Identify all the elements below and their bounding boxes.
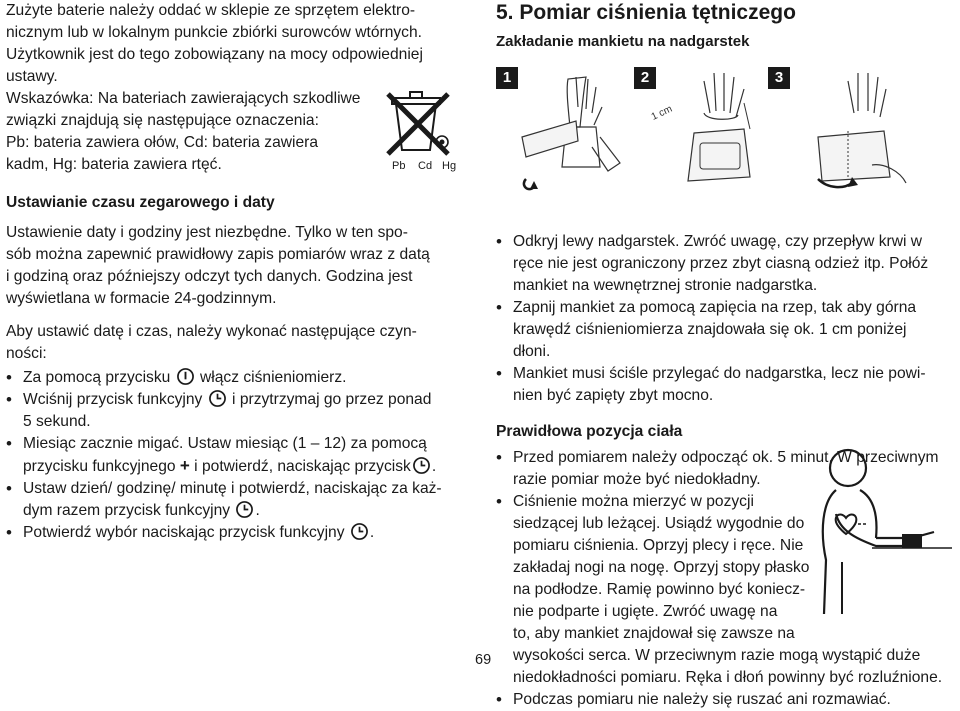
section-subtitle: Zakładanie mankietu na nadgarstek (496, 33, 750, 50)
plus-icon: + (179, 456, 190, 475)
text: ręce nie jest ograniczony przez zbyt ciasną odzież itp. Połóż (513, 255, 929, 272)
text: Przed pomiarem należy odpocząć ok. 5 minut. W przeciwnym (513, 449, 939, 466)
clock-icon (351, 523, 368, 540)
text: Wciśnij przycisk funkcyjny (23, 391, 203, 408)
time-intro (6, 222, 468, 310)
text: wysokości serca. W przeciwnym razie mogą wystąpić duże (513, 647, 921, 664)
wrist-cuff-step-3-illustration (788, 67, 908, 197)
text: przycisku funkcyjnego (23, 458, 176, 475)
time-heading: Ustawianie czasu zegarowego i daty (6, 194, 275, 211)
text: . (369, 524, 375, 541)
crossed-out-bin-icon (382, 84, 468, 174)
text-line: Pb: bateria zawiera ołów, Cd: bateria zawiera (6, 134, 319, 151)
text-line: Użytkownik jest do tego zobowiązany na mocy odpowiedniej (6, 46, 423, 63)
text-line: ności: (6, 345, 47, 362)
wrist-cuff-step-2-illustration (649, 67, 774, 197)
text: siedzącej lub leżącej. Usiądź wygodnie do (513, 515, 805, 532)
text-line: sób można zapewnić prawidłowy zapis pomiarów wraz z datą (6, 246, 430, 263)
clock-icon (413, 457, 430, 474)
list-item (496, 689, 956, 711)
text: 5 sekund. (23, 413, 91, 430)
text-line: Ustawienie daty i godziny jest niezbędne. Tylko w ten spo- (6, 224, 408, 241)
weee-label: Hg (442, 160, 457, 172)
list-item (6, 478, 468, 522)
text: krawędź ciśnieniomierza znajdowała się ok. 1 cm poniżej (513, 321, 907, 338)
clock-icon (209, 390, 226, 407)
text: Potwierdź wybór naciskając przycisk funkcyjny (23, 524, 345, 541)
text-line: i godziną oraz późniejszy odczyt tych danych. Godzina jest (6, 268, 413, 285)
text: Mankiet musi ściśle przylegać do nadgarstka, lecz nie powi- (513, 365, 926, 382)
cuff-steps-illustration (496, 67, 956, 203)
text: Ciśnienie można mierzyć w pozycji (513, 493, 754, 510)
list-item (6, 389, 468, 433)
text-line: Zużyte baterie należy oddać w sklepie ze sprzętem elektro- (6, 2, 416, 19)
weee-label: Cd (418, 160, 433, 172)
text: Podczas pomiaru nie należy się ruszać ani rozmawiać. (513, 691, 891, 708)
text-line: Wskazówka: Na bateriach zawierających szkodliwe (6, 90, 361, 107)
text: . (431, 458, 437, 475)
text-line: wyświetlana w formacie 24-godzinnym. (6, 290, 277, 307)
step-badge: 3 (768, 67, 790, 89)
page-number: 69 (475, 652, 492, 668)
text: pomiaru ciśnienia. Oprzyj plecy i ręce. Nie (513, 537, 804, 554)
text-line: kadm, Hg: bateria zawiera rtęć. (6, 156, 222, 173)
left-column (6, 0, 468, 544)
list-item (496, 231, 956, 297)
list-item (6, 433, 468, 478)
setup-steps-list (6, 367, 468, 544)
text: mankiet na wewnętrznej stronie nadgarstka. (513, 277, 818, 294)
text: nien być zapięty zbyt mocno. (513, 387, 714, 404)
text: razie pomiar może być niedokładny. (513, 471, 761, 488)
text: dłoni. (513, 343, 551, 360)
text: dym razem przycisk funkcyjny (23, 502, 231, 519)
text: Zapnij mankiet za pomocą zapięcia na rzep, tak aby górna (513, 299, 917, 316)
text: Za pomocą przycisku (23, 369, 171, 386)
power-button-icon (177, 368, 194, 385)
step-badge: 2 (634, 67, 656, 89)
text-line: związki znajdują się następujące oznaczenia: (6, 112, 319, 129)
text: Ustaw dzień/ godzinę/ minutę i potwierdź, naciskając za każ- (23, 480, 442, 497)
list-item (496, 363, 956, 407)
text: nie podparte i ugięte. Zwróć uwagę na (513, 603, 778, 620)
section-title: 5. Pomiar ciśnienia tętniczego (496, 1, 796, 24)
weee-label: Pb (392, 160, 406, 172)
text: na podłodze. Ramię powinno być koniecz- (513, 581, 806, 598)
text: niedokładności pomiaru. Ręka i dłoń powinny być rozluźnione. (513, 669, 943, 686)
text: i przytrzymaj go przez ponad (232, 391, 432, 408)
text: to, aby mankiet znajdował się zawsze na (513, 625, 795, 642)
list-item (6, 522, 468, 544)
list-item (6, 367, 468, 389)
text-line: nicznym lub w lokalnym punkcie zbiórki surowców wtórnych. (6, 24, 422, 41)
wrist-cuff-step-1-illustration (516, 67, 636, 197)
position-heading: Prawidłowa pozycja ciała (496, 423, 683, 440)
step-badge: 1 (496, 67, 518, 89)
text: Miesiąc zacznie migać. Ustaw miesiąc (1 – 12) za pomocą (23, 435, 427, 452)
text: włącz ciśnieniomierz. (200, 369, 347, 386)
text-line: Aby ustawić datę i czas, należy wykonać następujące czyn- (6, 323, 417, 340)
cuff-instructions-list (496, 231, 956, 407)
list-item (496, 297, 956, 363)
text: zakładaj nogi na nogę. Oprzyj stopy płasko (513, 559, 810, 576)
seated-person-illustration (802, 442, 952, 617)
text: . (255, 502, 260, 519)
cm-label: 1 cm (649, 103, 675, 123)
action-intro (6, 321, 468, 365)
clock-icon (236, 501, 253, 518)
text: Odkryj lewy nadgarstek. Zwróć uwagę, czy przepływ krwi w (513, 233, 923, 250)
text-line: ustawy. (6, 68, 58, 85)
text: i potwierdź, naciskając przycisk (194, 458, 411, 475)
